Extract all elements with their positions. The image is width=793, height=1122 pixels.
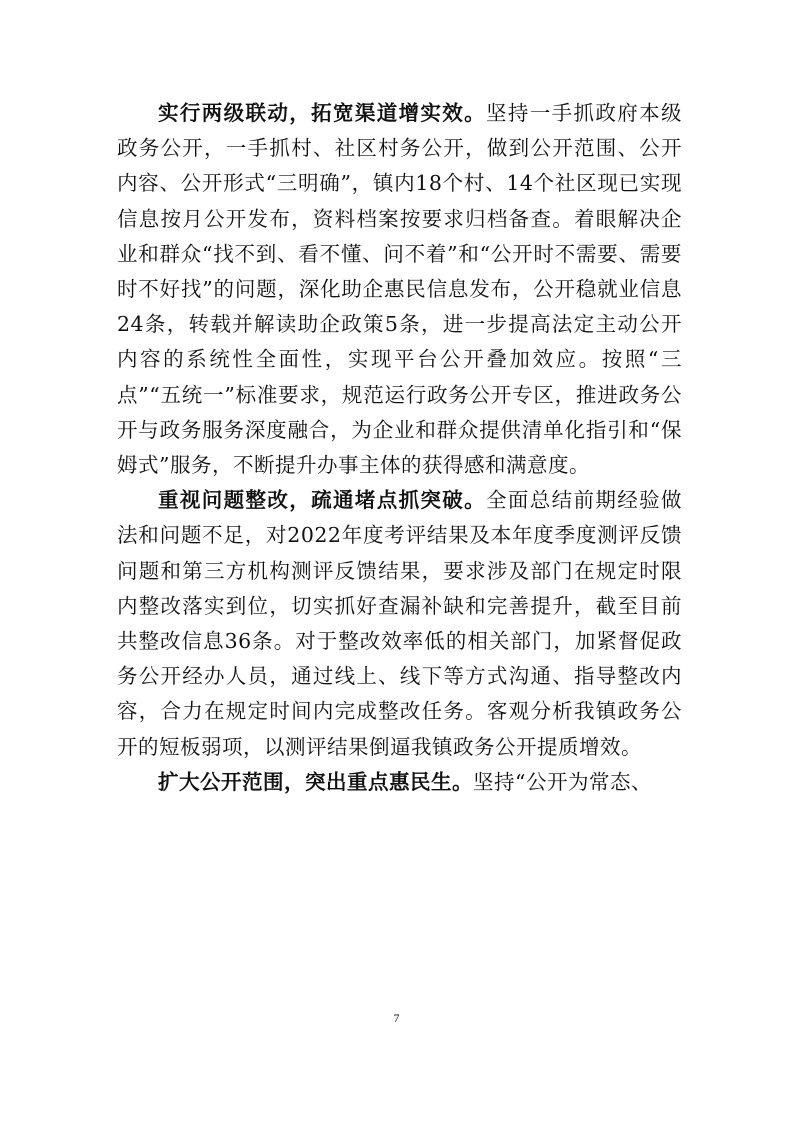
paragraph-heading: 重视问题整改，疏通堵点抓突破。 [158, 488, 487, 513]
paragraph-text: 全面总结前期经验做法和问题不足，对2022年度考评结果及本年度季度测评反馈问题和第三方机构测评反馈结果，要求涉及部门在规定时限内整改落实到位，切实抓好查漏补缺和完善提升，截至目前共整改信息36条。对于整改效率低的相关部门，加紧督促政务公开经办人员，通过线上、线下等方式沟通、指导整改内容，合力在规定时间内完成整改任务。客观分析我镇政务公开的短板弱项，以测评结果倒逼我镇政务公开提质增效。 [117, 488, 683, 759]
document-body [117, 96, 682, 800]
paragraph-text: 坚持“公开为常态、 [473, 769, 652, 794]
paragraph-heading: 实行两级联动，拓宽渠道增实效。 [158, 101, 487, 125]
paragraph-text: 坚持一手抓政府本级政务公开，一手抓村、社区村务公开，做到公开范围、公开内容、公开形式“三明确”，镇内18个村、14个社区现已实现信息按月公开发布，资料档案按要求归档备查。着眼解决企业和群众“找不到、看不懂、问不着”和“公开时不需要、需要时不好找”的问题，深化助企惠民信息发布，公开稳就业信息24条，转载并解读助企政策5条，进一步提高法定主动公开内容的系统性全面性，实现平台公开叠加效应。按照“三点”“五统一”标准要求，规范运行政务公开专区，推进政务公开与政务服务深度融合，为企业和群众提供清单化指引和“保姆式”服务，不断提升办事主体的获得感和满意度。 [117, 101, 683, 478]
paragraph-two-level-linkage [117, 96, 682, 483]
page-number: 7 [393, 1011, 400, 1025]
paragraph-heading: 扩大公开范围，突出重点惠民生。 [158, 769, 473, 794]
paragraph-expand-scope [117, 765, 682, 800]
paragraph-rectification [117, 483, 682, 765]
